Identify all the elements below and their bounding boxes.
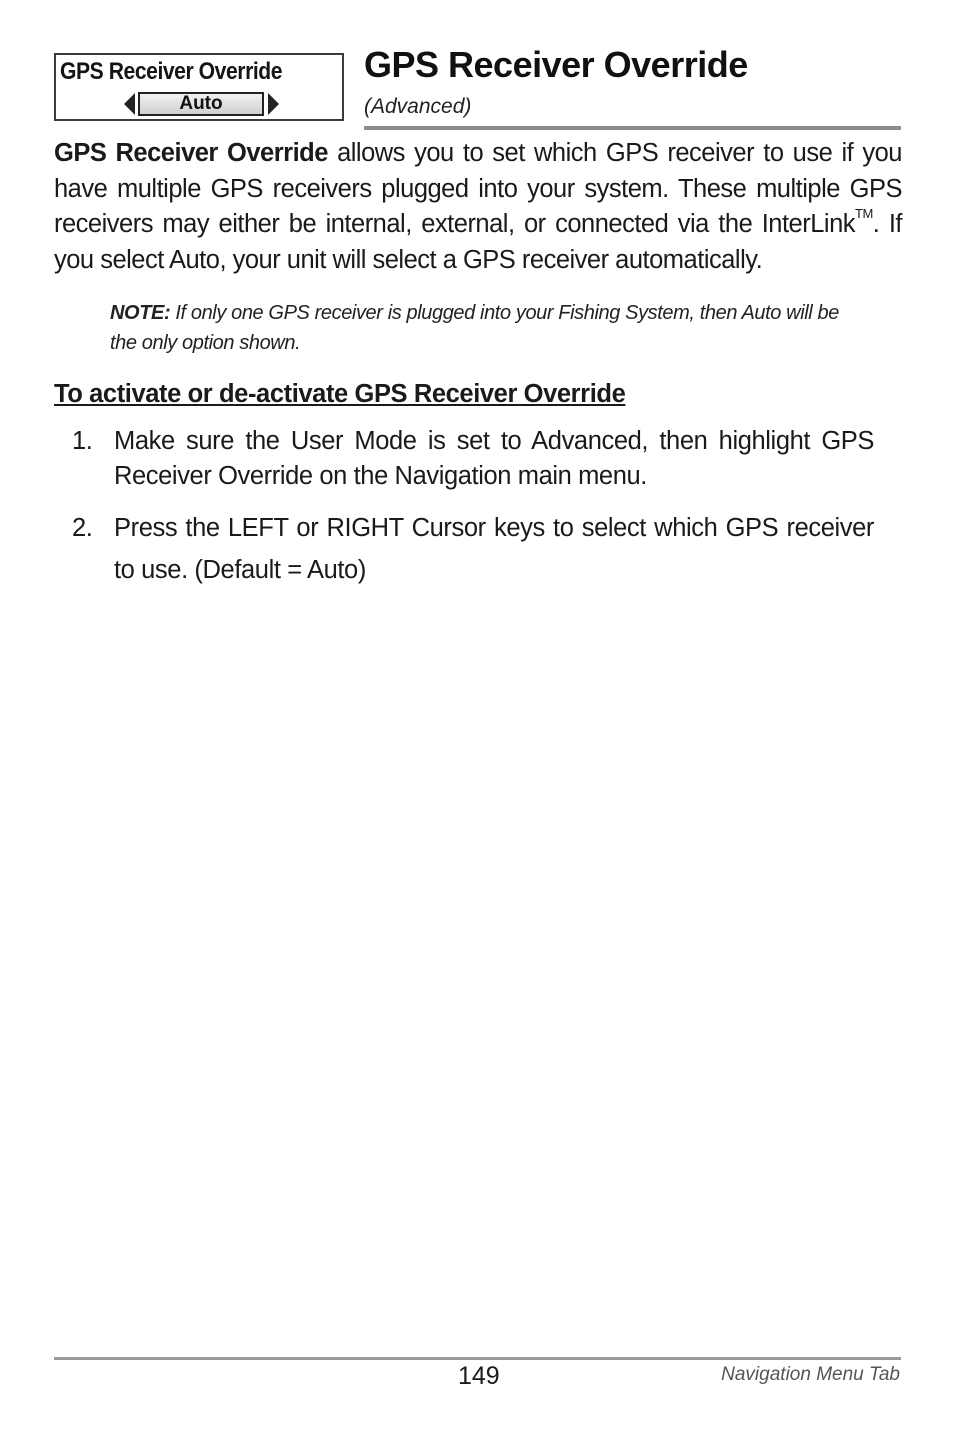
menu-widget-value: Auto (138, 92, 264, 116)
intro-text-after-tm: . If you select Auto, your unit will select a GPS receiver automatically. (54, 210, 903, 274)
intro-paragraph (54, 136, 902, 278)
trademark-symbol: TM (855, 206, 873, 221)
note-label: NOTE: (110, 302, 171, 324)
intro-text-before-tm: allows you to set which GPS receiver to use if you have multiple GPS receivers plugged into your system. These multiple GPS receivers may either be internal, external, or connected via the InterLink (54, 139, 902, 238)
step-number: 2. (72, 514, 93, 542)
right-arrow-icon (268, 93, 279, 115)
footer-divider (54, 1357, 901, 1360)
step-text: Press the LEFT or RIGHT Cursor keys to select which GPS receiver to use. (Default = Auto) (114, 514, 874, 584)
title-divider (364, 126, 901, 130)
page-title: GPS Receiver Override (364, 44, 748, 85)
page-number: 149 (458, 1362, 500, 1390)
procedure-heading: To activate or de-activate GPS Receiver Override (54, 380, 626, 408)
page-subtitle: (Advanced) (364, 95, 472, 118)
procedure-step (54, 424, 874, 494)
menu-widget-label: GPS Receiver Override (60, 58, 283, 85)
gps-receiver-override-menu-widget (54, 53, 344, 121)
procedure-step (54, 507, 874, 591)
footer-section-name: Navigation Menu Tab (721, 1364, 900, 1385)
left-arrow-icon (124, 93, 135, 115)
note-paragraph (110, 298, 870, 358)
intro-term: GPS Receiver Override (54, 139, 328, 167)
note-text: If only one GPS receiver is plugged into your Fishing System, then Auto will be the only option shown. (110, 302, 839, 354)
step-number: 1. (72, 427, 93, 455)
step-text: Make sure the User Mode is set to Advanced, then highlight GPS Receiver Override on the Navigation main menu. (114, 427, 874, 490)
procedure-steps (54, 424, 874, 591)
